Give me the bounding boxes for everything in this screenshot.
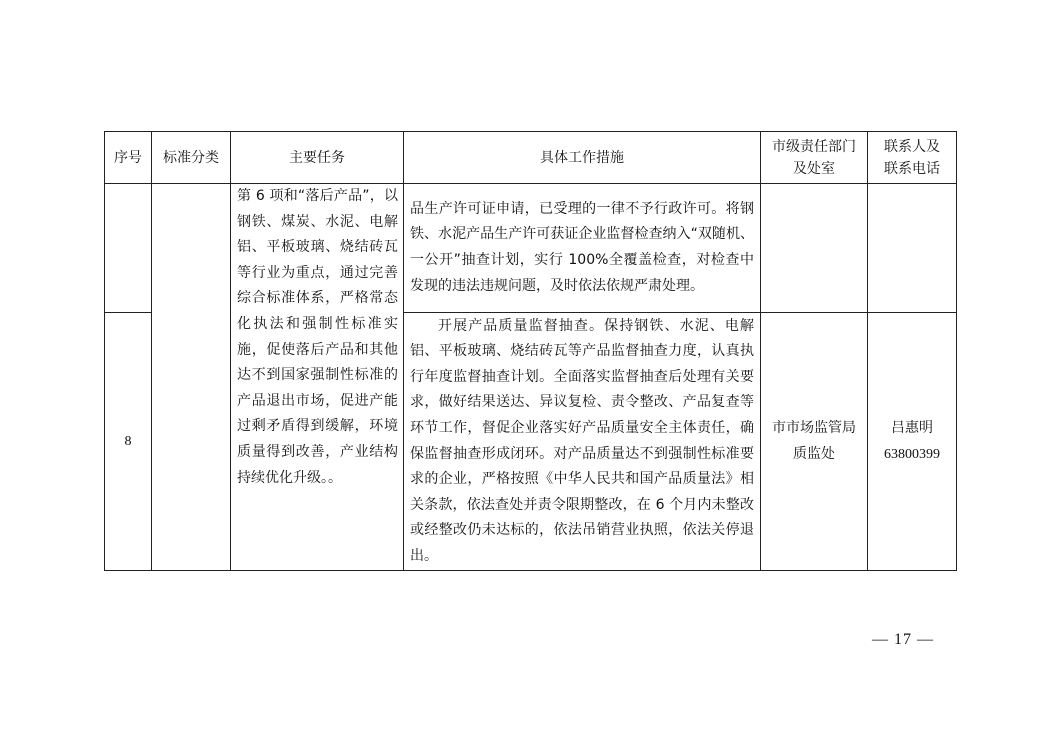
row1-measures-cell: [404, 184, 761, 313]
row2-dept-line1: 市市场监管局: [772, 419, 856, 436]
row2-measures-cell: [404, 313, 761, 571]
header-contact-line2: 联系电话: [884, 160, 940, 177]
row1-dept-cell: [761, 184, 868, 313]
header-dept-line1: 市级责任部门: [772, 138, 856, 155]
row1-seq-cell: [105, 184, 152, 313]
row2-dept-cell: [761, 313, 868, 571]
measures-table: [104, 131, 957, 571]
header-category: 标准分类: [152, 132, 231, 184]
table-header-row: [105, 132, 957, 184]
header-contact: [868, 132, 957, 184]
header-dept: [761, 132, 868, 184]
header-measures: 具体工作措施: [404, 132, 761, 184]
task-text: 第 6 项和“落后产品”，以钢铁、煤炭、水泥、电解铝、平板玻璃、烧结砖瓦等行业为重点，通过完善综合标准体系，严格常态化执法和强制性标准实施，促使落后产品和其他达不到国家强制性标准的产品退出市场，促进产能过剩矛盾得到缓解，环境质量得到改善，产业结构持续优化升级。。: [237, 188, 398, 486]
row1-contact-cell: [868, 184, 957, 313]
task-cell: [231, 184, 404, 571]
header-contact-line1: 联系人及: [884, 138, 940, 155]
header-dept-line2: 及处室: [793, 160, 835, 177]
page-number: — 17 —: [872, 631, 934, 648]
row2-seq-cell: 8: [105, 313, 152, 571]
header-task: 主要任务: [231, 132, 404, 184]
header-seq: 序号: [105, 132, 152, 184]
category-cell: [152, 184, 231, 571]
row1-measures-text: 品生产许可证申请，已受理的一律不予行政许可。将钢铁、水泥产品生产许可获证企业监督检查纳入“双随机、一公开”抽查计划，实行 100%全覆盖检查，对检查中发现的违法违规问题，及时依法依规严肃处理。: [410, 200, 754, 294]
row2-contact-phone: 63800399: [884, 446, 940, 462]
row2-contact-cell: [868, 313, 957, 571]
table-row: [105, 184, 957, 313]
row2-measures-text: 开展产品质量监督抽查。保持钢铁、水泥、电解铝、平板玻璃、烧结砖瓦等产品监督抽查力度，认真执行年度监督抽查计划。全面落实监督抽查后处理有关要求，做好结果送达、异议复检、责令整改、产品复查等环节工作，督促企业落实好产品质量安全主体责任，确保监督抽查形成闭环。对产品质量达不到强制性标准要求的企业，严格按照《中华人民共和国产品质量法》相关条款，依法查处并责令限期整改，在 6 个月内未整改或经整改仍未达标的，依法吊销营业执照，依法关停退出。: [410, 317, 754, 564]
row2-dept-line2: 质监处: [793, 445, 835, 462]
row2-contact-name: 吕惠明: [891, 419, 933, 436]
